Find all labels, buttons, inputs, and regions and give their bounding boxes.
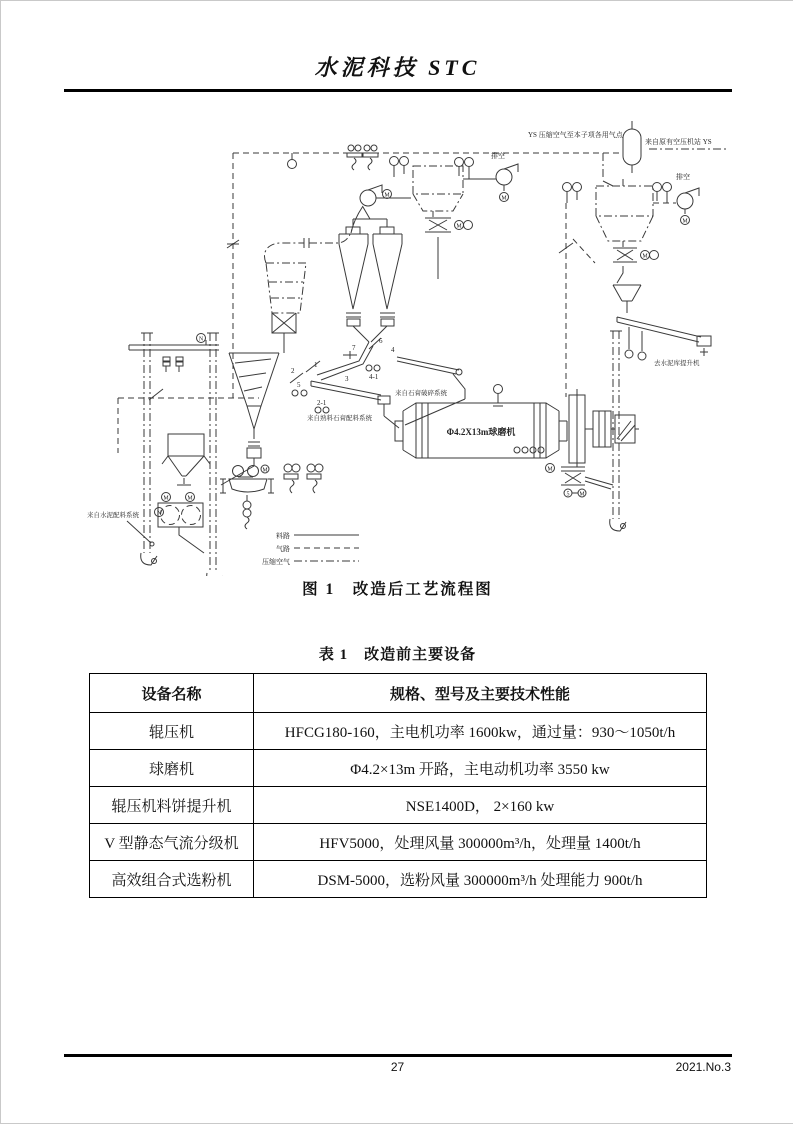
mill-drive [561, 389, 639, 489]
label-from-gypsum: 来自石膏破碎系统 [395, 390, 447, 397]
equipment-spec: DSM-5000，选粉风量 300000m³/h 处理能力 900t/h [254, 861, 707, 898]
num-1: 1 [314, 361, 318, 369]
motor-label: M [163, 495, 169, 502]
equipment-spec: Φ4.2×13m 开路，主电动机功率 3550 kw [254, 750, 707, 787]
vent-fan-1 [463, 164, 518, 191]
air-receiver-tank [623, 121, 641, 173]
n-label: N [198, 336, 204, 343]
legend-air: 压缩空气 [262, 558, 290, 566]
equipment-name: V 型静态气流分级机 [90, 824, 254, 861]
s-instruments [284, 464, 323, 493]
table-header-row [90, 674, 707, 713]
process-flow-diagram [1, 1, 793, 576]
num-6: 6 [379, 337, 383, 345]
legend-gas: 气路 [276, 545, 290, 553]
label-from-clinker-gypsum: 来自熟料石膏配料系统 [307, 415, 372, 422]
diagram-labels [87, 130, 712, 566]
num-5: 5 [297, 381, 301, 389]
issue-number: 2021.No.3 [675, 1060, 731, 1074]
motor-label: M [501, 195, 507, 202]
weigh-feeder [220, 466, 274, 530]
label-from-station: 来自原有空压机站 YS [645, 138, 712, 146]
motor-label: M [456, 223, 462, 230]
vent-fan-2 [677, 188, 699, 214]
figure-caption: 图 1 改造后工艺流程图 [302, 581, 493, 598]
label-from-batching: 来自水泥配料系统 [87, 512, 139, 519]
num-2: 2 [291, 367, 295, 375]
motor-label: M [384, 192, 390, 199]
flow-legend [294, 535, 359, 561]
page-number: 27 [390, 1060, 405, 1074]
footer-rule [64, 1054, 732, 1057]
bag-filter-1 [390, 157, 474, 280]
silo-air-slide [613, 266, 711, 360]
motor-label: M [579, 491, 585, 498]
num-2-1: 2-1 [317, 399, 327, 407]
twin-cyclones [317, 207, 402, 380]
left-elevators [129, 333, 223, 576]
table-row [90, 861, 707, 898]
motor-label: M [187, 495, 193, 502]
num-3: 3 [345, 375, 349, 383]
roller-press-line [127, 357, 210, 553]
compressed-air-lines [603, 149, 727, 186]
bag-filter-2 [563, 179, 672, 262]
table-row [90, 787, 707, 824]
num-7: 7 [352, 344, 356, 352]
table-row [90, 824, 707, 861]
label-vent-2: 排空 [676, 173, 690, 181]
col-header-spec: 规格、型号及主要技术性能 [254, 674, 707, 713]
v-separator-lower [221, 353, 279, 485]
circulation-fan [351, 185, 411, 233]
motor-label: M [547, 466, 553, 473]
label-to-silo: 去水泥库提升机 [654, 360, 700, 367]
num-4-1: 4-1 [369, 373, 379, 381]
motor-label: M [642, 253, 648, 260]
label-vent-1: 排空 [491, 152, 505, 160]
table-row [90, 713, 707, 750]
n-label: N [156, 510, 162, 517]
motor-label: M [262, 467, 268, 474]
page-title: 水泥科技 STC [314, 55, 481, 80]
num-label: 5 [566, 491, 570, 498]
equipment-name: 球磨机 [90, 750, 254, 787]
legend-material: 料路 [276, 532, 290, 540]
motor-label: M [682, 218, 688, 225]
equipment-table [89, 673, 707, 898]
equipment-spec: NSE1400D， 2×160 kw [254, 787, 707, 824]
duct-instruments [288, 145, 379, 170]
equipment-spec: HFV5000，处理风量 300000m³/h，处理量 1400t/h [254, 824, 707, 861]
equipment-name: 高效组合式选粉机 [90, 861, 254, 898]
equipment-spec: HFCG180-160，主电机功率 1600kw，通过量：930～1050t/h [254, 713, 707, 750]
table-title: 表 1 改造前主要设备 [318, 647, 477, 663]
equipment-name: 辊压机料饼提升机 [90, 787, 254, 824]
label-ys-top: YS 压缩空气至本子项各用气点 [528, 131, 623, 139]
num-4: 4 [391, 346, 395, 354]
v-separator-upper [264, 229, 352, 353]
label-ball-mill: Φ4.2X13m球磨机 [446, 427, 516, 437]
equipment-name: 辊压机 [90, 713, 254, 750]
table-row [90, 750, 707, 787]
col-header-name: 设备名称 [90, 674, 254, 713]
